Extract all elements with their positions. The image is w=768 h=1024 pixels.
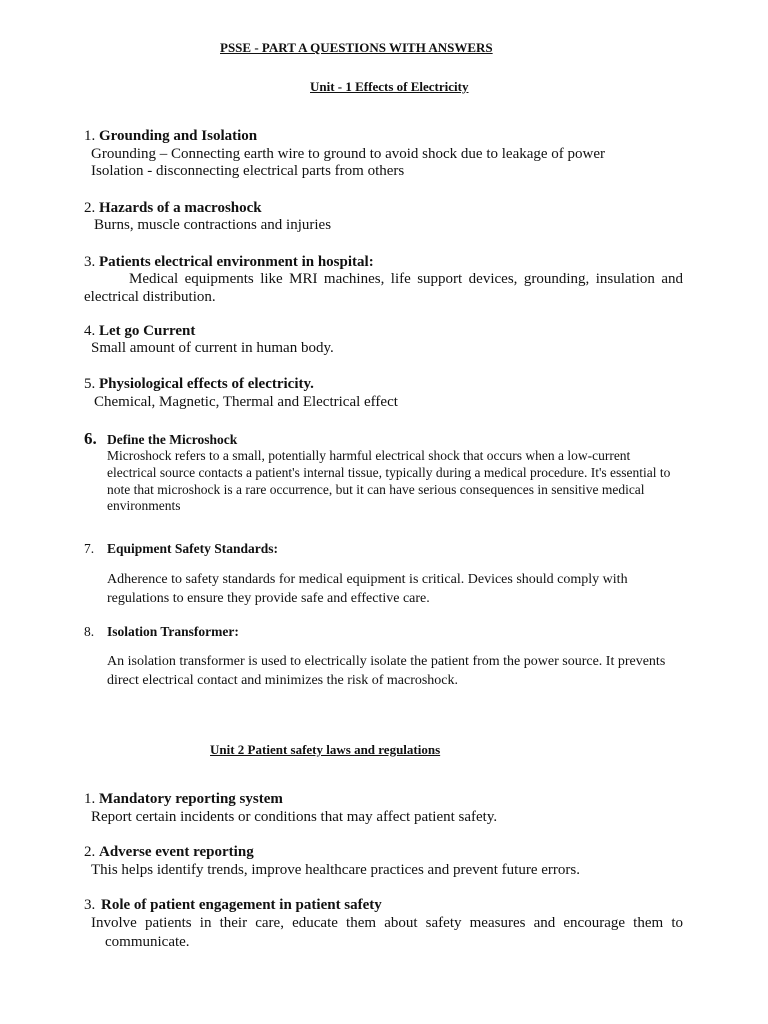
question-title: Define the Microshock	[107, 432, 238, 447]
unit2-heading: Unit 2 Patient safety laws and regulations	[210, 742, 441, 757]
answer-line: Medical equipments like MRI machines, life support devices, grounding, insulation and	[129, 271, 683, 287]
question-number: 7.	[84, 541, 95, 556]
question-2-heading	[84, 200, 262, 217]
answer-line: note that microshock is a rare occurrence, but it can have serious consequences in sensitive medical	[107, 482, 645, 497]
question-title: Role of patient engagement in patient safety	[101, 897, 382, 913]
answer-line: Small amount of current in human body.	[91, 340, 334, 356]
question-number: 3.	[84, 254, 96, 270]
answer-line: Burns, muscle contractions and injuries	[94, 217, 332, 233]
question-2-heading	[84, 844, 254, 861]
question-1-heading	[84, 128, 257, 145]
question-number: 2.	[84, 200, 96, 216]
question-3-heading	[84, 897, 382, 914]
answer-line: Grounding – Connecting earth wire to ground to avoid shock due to leakage of power	[91, 146, 606, 162]
answer-line: communicate.	[105, 934, 190, 950]
question-number: 5.	[84, 376, 96, 392]
answer-line: electrical distribution.	[84, 289, 216, 305]
question-4-heading	[84, 323, 195, 340]
question-title: Adverse event reporting	[99, 844, 254, 860]
answer-line: regulations to ensure they provide safe and effective care.	[107, 591, 430, 606]
question-number: 8.	[84, 624, 95, 639]
question-1-heading	[84, 791, 283, 808]
question-title: Mandatory reporting system	[99, 791, 283, 807]
question-number: 3.	[84, 897, 96, 913]
question-number: 1.	[84, 791, 96, 807]
answer-line: This helps identify trends, improve healthcare practices and prevent future errors.	[91, 862, 580, 878]
answer-line: electrical source contacts a patient's internal tissue, typically during a medical procedure. It's essential to	[107, 465, 671, 480]
question-title: Physiological effects of electricity.	[99, 376, 314, 392]
question-title: Hazards of a macroshock	[99, 200, 262, 216]
answer-line: Adherence to safety standards for medical equipment is critical. Devices should comply with	[107, 572, 628, 587]
answer-line: Involve patients in their care, educate them about safety measures and encourage them to	[91, 915, 683, 931]
question-title: Isolation Transformer:	[107, 624, 239, 639]
question-number: 6.	[84, 429, 97, 448]
question-title: Equipment Safety Standards:	[107, 541, 279, 556]
unit1-heading: Unit - 1 Effects of Electricity	[310, 79, 469, 94]
question-number: 2.	[84, 844, 96, 860]
answer-line: Chemical, Magnetic, Thermal and Electrical effect	[94, 394, 398, 410]
document-title: PSSE - PART A QUESTIONS WITH ANSWERS	[220, 40, 493, 55]
question-title: Let go Current	[99, 323, 196, 339]
answer-line: An isolation transformer is used to electrically isolate the patient from the power source. It prevents	[107, 654, 666, 669]
question-number: 4.	[84, 323, 96, 339]
question-3-heading	[84, 254, 374, 271]
question-title: Patients electrical environment in hospital:	[99, 254, 374, 270]
question-5-heading	[84, 376, 314, 393]
question-number: 1.	[84, 128, 96, 144]
question-title: Grounding and Isolation	[99, 128, 258, 144]
answer-line: Report certain incidents or conditions that may affect patient safety.	[91, 809, 498, 825]
answer-line: Microshock refers to a small, potentially harmful electrical shock that occurs when a low-current	[107, 448, 631, 463]
answer-line: direct electrical contact and minimizes the risk of macroshock.	[107, 673, 459, 688]
answer-line: Isolation - disconnecting electrical parts from others	[91, 163, 405, 179]
answer-line: environments	[107, 498, 181, 513]
